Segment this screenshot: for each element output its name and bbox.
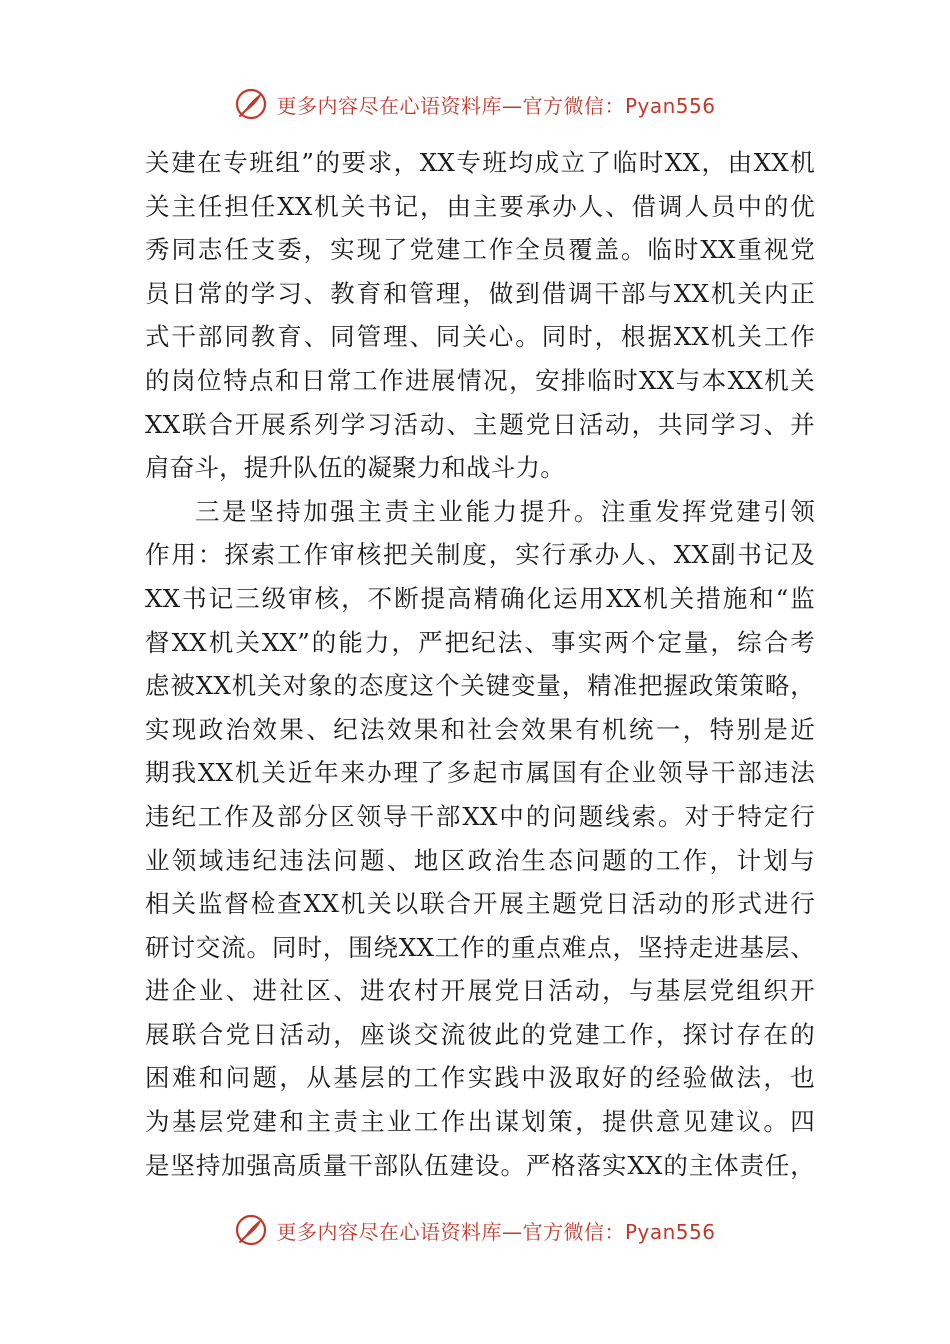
text-line: 督XX机关XX”的能力，严把纪法、事实两个定量，综合考: [145, 627, 815, 657]
text-line: 业领域违纪违法问题、地区政治生态问题的工作，计划与: [145, 845, 815, 875]
footer-watermark: [0, 1210, 950, 1250]
text-line: XX书记三级审核，不断提高精确化运用XX机关措施和“监: [145, 583, 815, 613]
text-line: 进企业、进社区、进农村开展党日活动，与基层党组织开: [145, 976, 815, 1006]
quill-pen-logo-icon: [234, 1213, 268, 1247]
text-line: 员日常的学习、教育和管理，做到借调干部与XX机关内正: [145, 278, 815, 308]
text-line: 式干部同教育、同管理、同关心。同时，根据XX机关工作: [145, 322, 815, 352]
text-line: 研讨交流。同时，围绕XX工作的重点难点，坚持走进基层、: [145, 932, 815, 962]
watermark-text: 更多内容尽在心语资料库—官方微信：Pyan556: [276, 1219, 716, 1244]
text-line: 相关监督检查XX机关以联合开展主题党日活动的形式进行: [145, 889, 815, 919]
text-line: 作用：探索工作审核把关制度，实行承办人、XX副书记及: [145, 540, 815, 570]
text-line: 的岗位特点和日常工作进展情况，安排临时XX与本XX机关: [145, 365, 815, 395]
text-line: 实现政治效果、纪法效果和社会效果有机统一，特别是近: [145, 714, 815, 744]
text-line: 虑被XX机关对象的态度这个关键变量，精准把握政策策略，: [145, 671, 815, 701]
text-line: 为基层党建和主责主业工作出谋划策，提供意见建议。四: [145, 1107, 815, 1137]
text-line: 秀同志任支委，实现了党建工作全员覆盖。临时XX重视党: [145, 235, 815, 265]
text-line: XX联合开展系列学习活动、主题党日活动，共同学习、并: [145, 409, 815, 439]
header-watermark: [0, 84, 950, 124]
text-line: 是坚持加强高质量干部队伍建设。严格落实XX的主体责任，: [145, 1150, 815, 1180]
text-line: 三是坚持加强主责主业能力提升。注重发挥党建引领: [195, 496, 815, 526]
text-line: 困难和问题，从基层的工作实践中汲取好的经验做法，也: [145, 1063, 815, 1093]
quill-pen-logo-icon: [234, 87, 268, 121]
text-line: 关建在专班组”的要求，XX专班均成立了临时XX，由XX机: [145, 148, 815, 177]
text-line: 期我XX机关近年来办理了多起市属国有企业领导干部违法: [145, 758, 815, 788]
text-line: 关主任担任XX机关书记，由主要承办人、借调人员中的优: [145, 191, 815, 221]
text-line: 展联合党日活动，座谈交流彼此的党建工作，探讨存在的: [145, 1019, 815, 1049]
document-body: [145, 141, 815, 1187]
watermark-text: 更多内容尽在心语资料库—官方微信：Pyan556: [276, 93, 716, 118]
text-line: 违纪工作及部分区领导干部XX中的问题线索。对于特定行: [145, 801, 815, 831]
text-line: 肩奋斗，提升队伍的凝聚力和战斗力。: [145, 453, 565, 483]
